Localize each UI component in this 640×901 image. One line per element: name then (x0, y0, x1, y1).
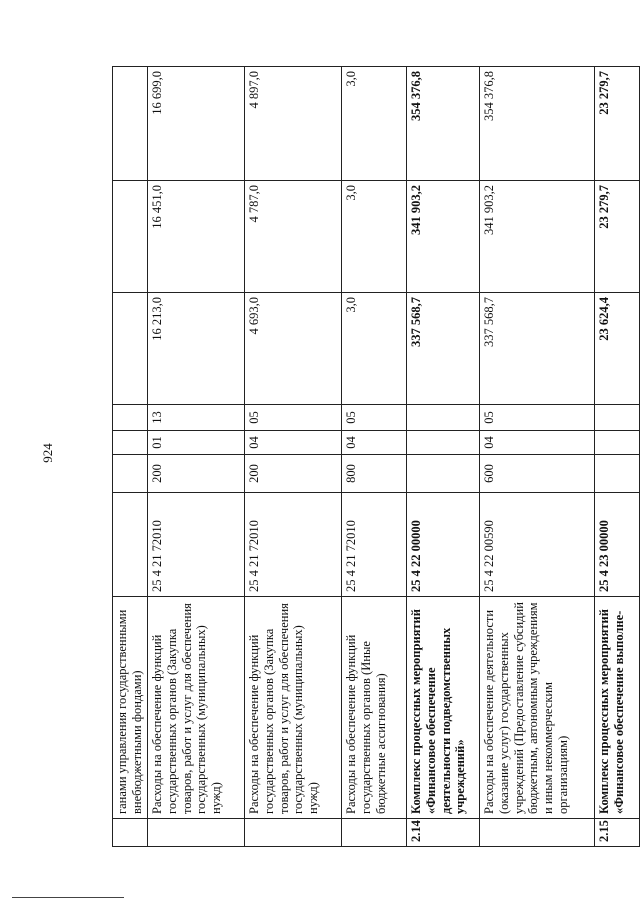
section-cell (113, 431, 148, 455)
section-cell: 04 (342, 431, 407, 455)
target-article-cell: 25 4 22 00590 (480, 493, 595, 597)
row-number-cell (245, 819, 342, 847)
subsection-cell: 13 (148, 405, 245, 431)
target-article-cell: 25 4 22 00000 (407, 493, 480, 597)
target-article-cell: 25 4 21 72010 (148, 493, 245, 597)
table-row (113, 67, 148, 847)
amount-cell: 16 699,0 (148, 67, 245, 181)
section-cell: 01 (148, 431, 245, 455)
target-article-cell (113, 493, 148, 597)
row-number-cell (342, 819, 407, 847)
row-name-cell: Расходы на обеспечение функций государственных органов (Иные бюджетные ассигнования) (342, 597, 407, 819)
section-cell: 04 (245, 431, 342, 455)
row-name-cell: Расходы на обеспечение функций государственных органов (Закупка товаров, работ и услуг для обеспечения государственных (муниципальных) нужд) (148, 597, 245, 819)
amount-cell: 3,0 (342, 67, 407, 181)
row-number-cell: 2.15 (595, 819, 640, 847)
row-number-cell: 2.14 (407, 819, 480, 847)
amount-cell (113, 67, 148, 181)
amount-cell: 4 787,0 (245, 181, 342, 293)
subsection-cell (407, 405, 480, 431)
row-name-cell: Комплекс процессных мероприятий «Финансовое обеспечение деятельности подведомственных учреждений» (407, 597, 480, 819)
subsection-cell (595, 405, 640, 431)
amount-cell (113, 181, 148, 293)
subsection-cell: 05 (480, 405, 595, 431)
amount-cell (113, 293, 148, 405)
amount-cell: 16 213,0 (148, 293, 245, 405)
row-name-cell: Расходы на обеспечение деятельности (оказание услуг) государственных учреждений (Предоставление субсидий бюджетным, автономным учреждениям и иным некоммерческим организациям) (480, 597, 595, 819)
amount-cell: 354 376,8 (480, 67, 595, 181)
row-name-cell: Комплекс процессных мероприятий «Финансовое обеспечение выполне- (595, 597, 640, 819)
amount-cell: 4 897,0 (245, 67, 342, 181)
table-body (113, 67, 640, 847)
footer-divider (12, 897, 124, 898)
expense-type-cell (407, 455, 480, 493)
amount-cell: 3,0 (342, 293, 407, 405)
expense-type-cell (595, 455, 640, 493)
table-row (148, 67, 245, 847)
section-cell: 04 (480, 431, 595, 455)
amount-cell: 23 624,4 (595, 293, 640, 405)
budget-table (112, 66, 640, 847)
section-cell (407, 431, 480, 455)
row-name-cell: ганами управления государственными внебюджетными фондами) (113, 597, 148, 819)
target-article-cell: 25 4 21 72010 (342, 493, 407, 597)
expense-type-cell: 200 (148, 455, 245, 493)
subsection-cell: 05 (342, 405, 407, 431)
subsection-cell (113, 405, 148, 431)
table-row (342, 67, 407, 847)
rotated-page-content (112, 67, 626, 847)
row-number-cell (113, 819, 148, 847)
amount-cell: 23 279,7 (595, 67, 640, 181)
expense-type-cell: 600 (480, 455, 595, 493)
amount-cell: 3,0 (342, 181, 407, 293)
amount-cell: 341 903,2 (407, 181, 480, 293)
expense-type-cell: 200 (245, 455, 342, 493)
amount-cell: 4 693,0 (245, 293, 342, 405)
target-article-cell: 25 4 21 72010 (245, 493, 342, 597)
amount-cell: 337 568,7 (407, 293, 480, 405)
row-name-cell: Расходы на обеспечение функций государственных органов (Закупка товаров, работ и услуг для обеспечения государственных (муниципальных) нужд) (245, 597, 342, 819)
table-row (407, 67, 480, 847)
table-row (245, 67, 342, 847)
section-cell (595, 431, 640, 455)
target-article-cell: 25 4 23 00000 (595, 493, 640, 597)
table-row (595, 67, 640, 847)
subsection-cell: 05 (245, 405, 342, 431)
expense-type-cell (113, 455, 148, 493)
amount-cell: 354 376,8 (407, 67, 480, 181)
expense-type-cell: 800 (342, 455, 407, 493)
amount-cell: 337 568,7 (480, 293, 595, 405)
table-row (480, 67, 595, 847)
row-number-cell (148, 819, 245, 847)
row-number-cell (480, 819, 595, 847)
page-number: 924 (40, 443, 55, 463)
amount-cell: 341 903,2 (480, 181, 595, 293)
amount-cell: 23 279,7 (595, 181, 640, 293)
amount-cell: 16 451,0 (148, 181, 245, 293)
